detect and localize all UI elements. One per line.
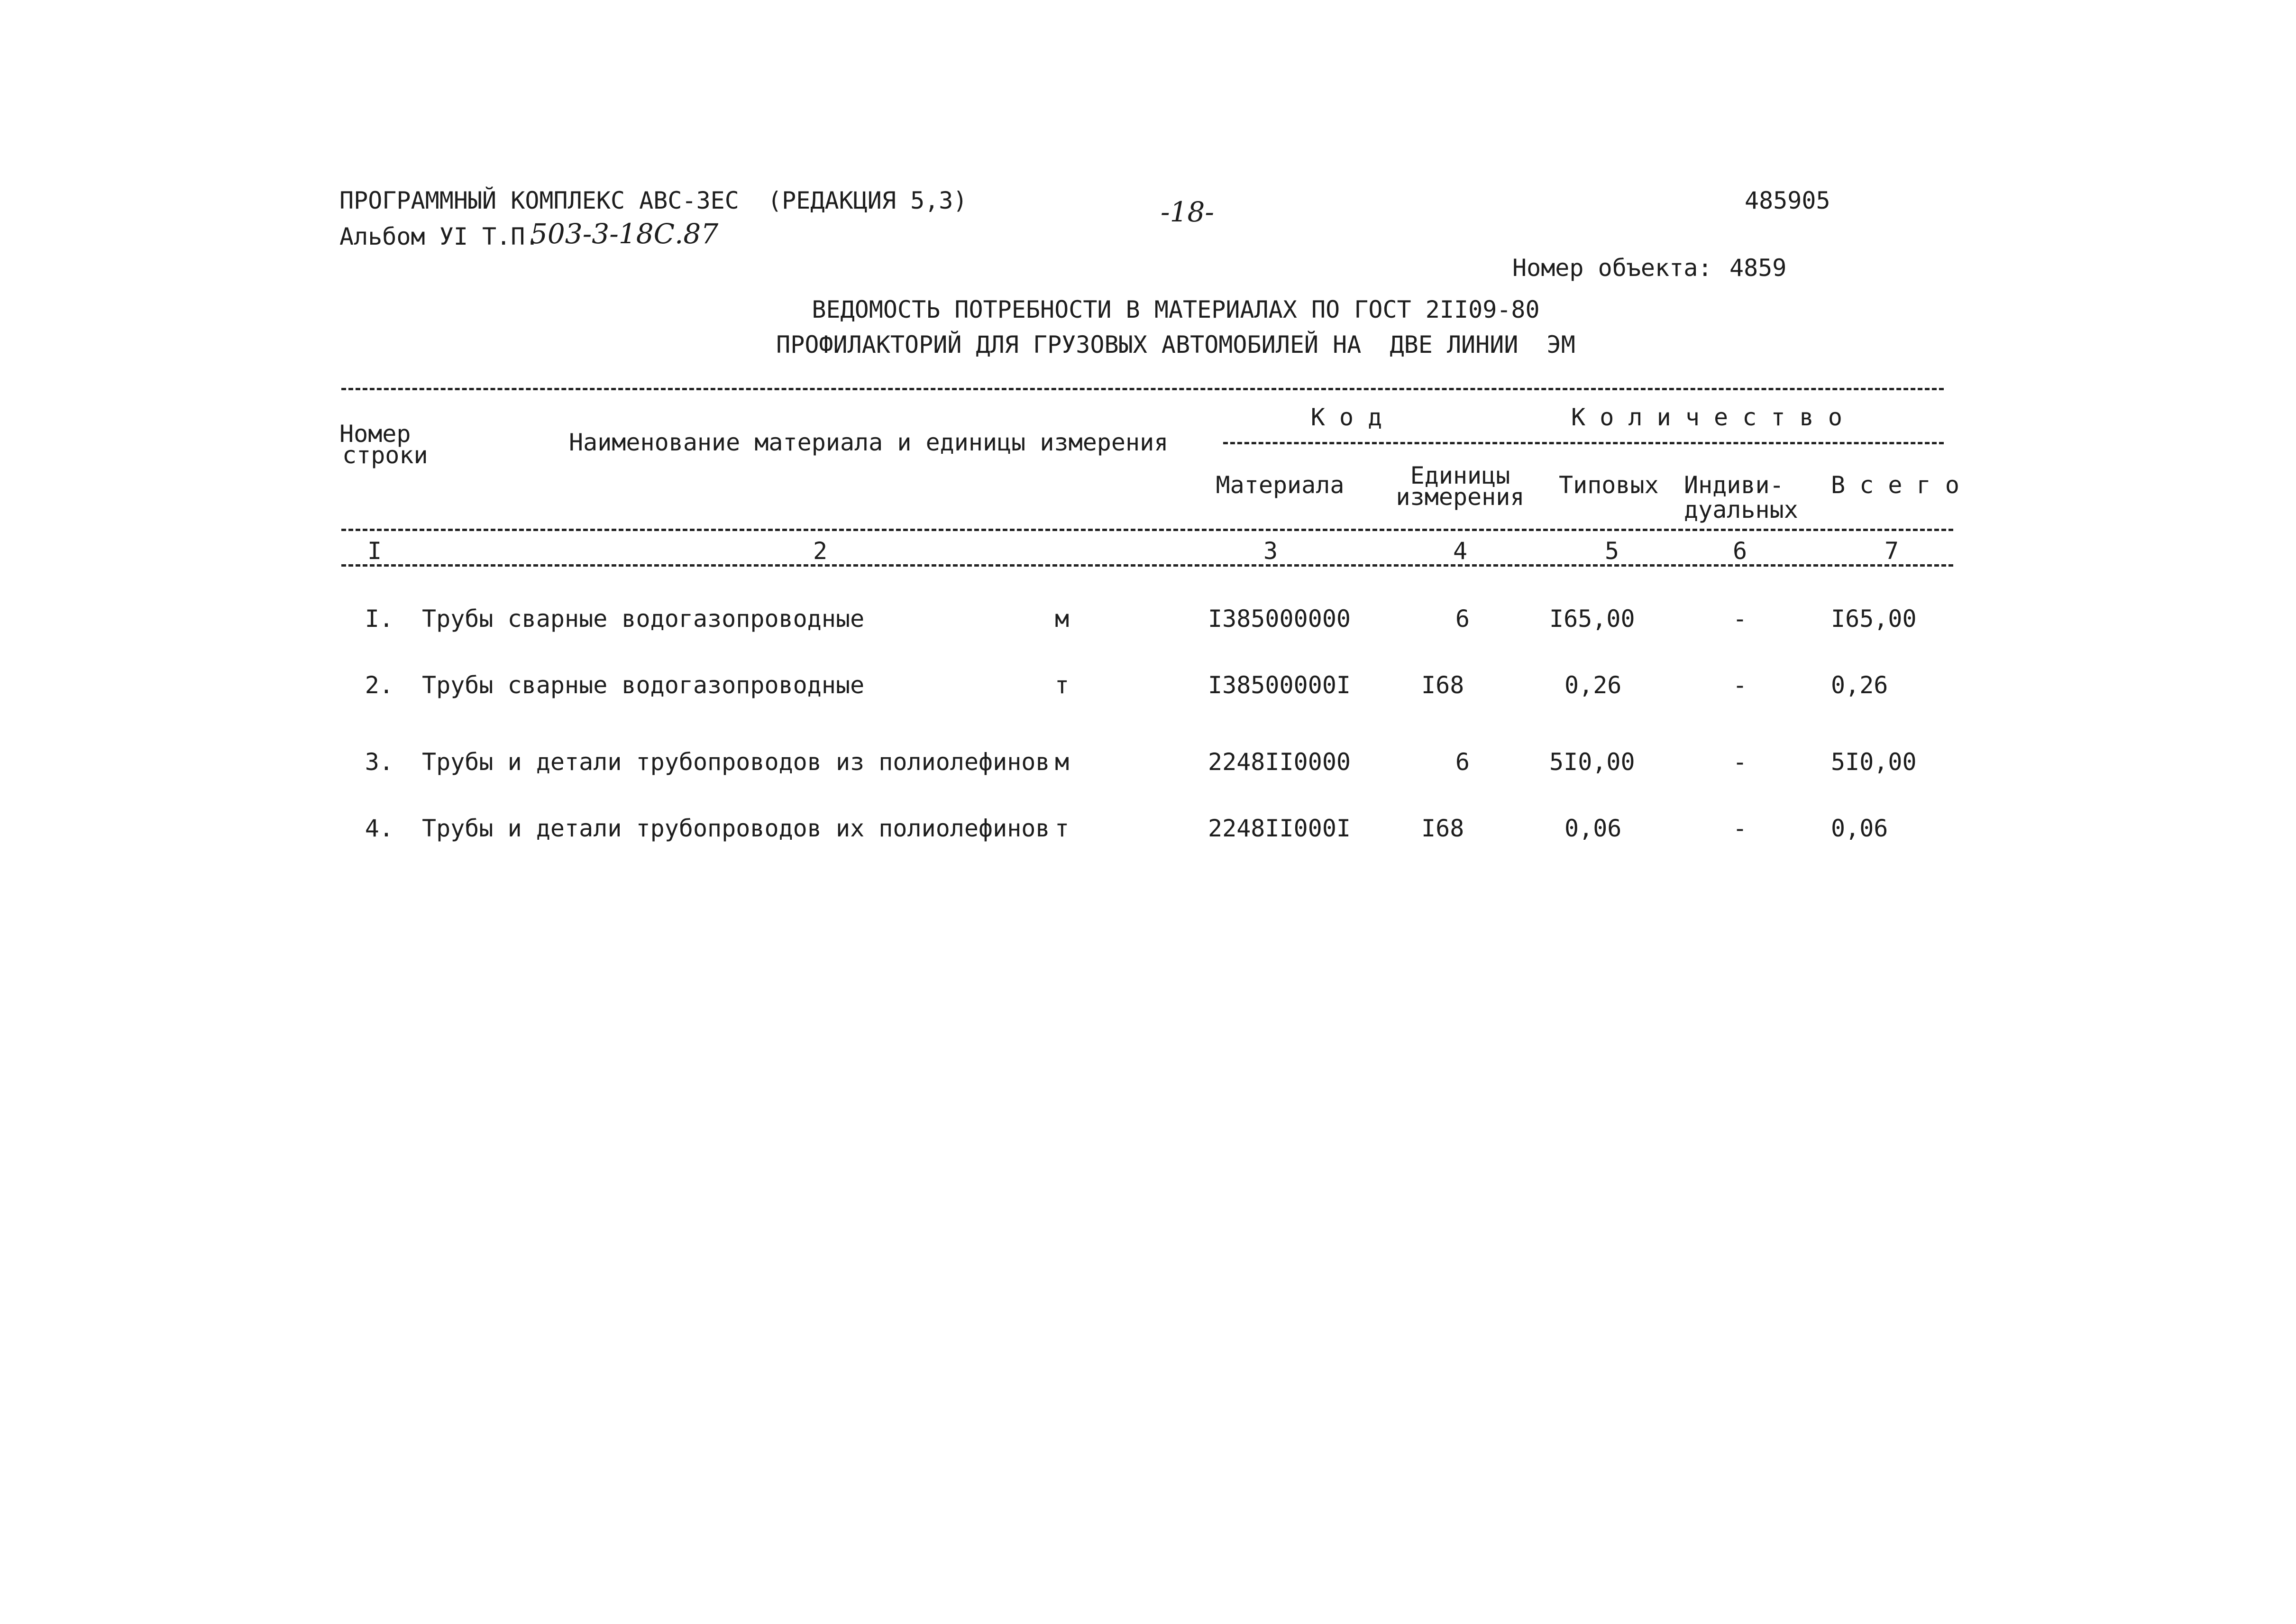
header-unit-code-2: измерения	[1396, 483, 1525, 511]
header-group-rule	[1223, 442, 1944, 444]
typical-qty: 0,26	[1564, 671, 1622, 699]
header-material-name: Наименование материала и единицы измерения	[569, 429, 1169, 456]
unit: т	[1055, 671, 1070, 699]
unit: м	[1055, 605, 1070, 633]
header-bottom-rule	[341, 529, 1953, 531]
material-code: I385000000	[1208, 605, 1351, 633]
column-number: 4	[1453, 537, 1468, 565]
row-number: I.	[365, 605, 393, 633]
total-qty: I65,00	[1831, 605, 1917, 633]
unit-code: I68	[1421, 815, 1464, 842]
program-title: ПРОГРАММНЫЙ КОМПЛЕКС АВС-3ЕС (РЕДАКЦИЯ 5,3)	[339, 187, 968, 214]
row-number: 3.	[365, 748, 393, 776]
header-row-number-1: Номер	[339, 420, 411, 448]
material-name: Трубы сварные водогазопроводные	[422, 605, 865, 633]
header-quantity-group: К о л и ч е с т в о	[1571, 404, 1842, 431]
column-number: 6	[1732, 537, 1747, 565]
individual-qty: -	[1732, 815, 1747, 842]
row-number: 4.	[365, 815, 393, 842]
column-number: 5	[1604, 537, 1619, 565]
total-qty: 0,26	[1831, 671, 1888, 699]
page-number: -18-	[1161, 196, 1214, 228]
header-unit-code-1: Единицы	[1410, 462, 1510, 489]
individual-qty: -	[1732, 671, 1747, 699]
row-number: 2.	[365, 671, 393, 699]
typical-qty: I65,00	[1549, 605, 1635, 633]
table-top-rule	[341, 388, 1944, 390]
header-individual-1: Индиви-	[1684, 471, 1784, 499]
header-total: В с е г о	[1831, 471, 1959, 499]
unit-code: 6	[1455, 748, 1470, 776]
statement-title: ВЕДОМОСТЬ ПОТРЕБНОСТИ В МАТЕРИАЛАХ ПО ГОСТ 2II09-80	[812, 296, 1540, 323]
material-name: Трубы и детали трубопроводов их полиолефинов	[422, 815, 1050, 842]
individual-qty: -	[1732, 748, 1747, 776]
column-number: 2	[813, 537, 828, 565]
object-number: 4859	[1729, 254, 1787, 282]
column-number: 3	[1263, 537, 1278, 565]
statement-subtitle: ПРОФИЛАКТОРИЙ ДЛЯ ГРУЗОВЫХ АВТОМОБИЛЕЙ НА ДВЕ ЛИНИИ ЭМ	[776, 331, 1575, 358]
column-number: 7	[1884, 537, 1899, 565]
album-handwritten-number: 503-3-18С.87	[530, 218, 719, 250]
typical-qty: 0,06	[1564, 815, 1622, 842]
header-typical: Типовых	[1559, 471, 1659, 499]
material-code: 2248II000I	[1208, 815, 1351, 842]
unit-code: I68	[1421, 671, 1464, 699]
album-label: Альбом УI Т.П.	[339, 223, 540, 250]
header-code-group: К о д	[1310, 404, 1382, 431]
individual-qty: -	[1732, 605, 1747, 633]
unit: т	[1055, 815, 1070, 842]
material-name: Трубы сварные водогазопроводные	[422, 671, 865, 699]
total-qty: 5I0,00	[1831, 748, 1917, 776]
unit-code: 6	[1455, 605, 1470, 633]
object-number-label: Номер объекта:	[1512, 254, 1712, 282]
header-individual-2: дуальных	[1684, 496, 1798, 523]
total-qty: 0,06	[1831, 815, 1888, 842]
material-code: I38500000I	[1208, 671, 1351, 699]
typical-qty: 5I0,00	[1549, 748, 1635, 776]
header-material-code: Материала	[1216, 471, 1345, 499]
column-numbers-rule	[341, 564, 1953, 567]
column-number: I	[367, 537, 382, 565]
material-code: 2248II0000	[1208, 748, 1351, 776]
document-number: 485905	[1745, 187, 1830, 214]
header-row-number-2: строки	[342, 441, 428, 469]
unit: м	[1055, 748, 1070, 776]
material-name: Трубы и детали трубопроводов из полиолефинов	[422, 748, 1050, 776]
